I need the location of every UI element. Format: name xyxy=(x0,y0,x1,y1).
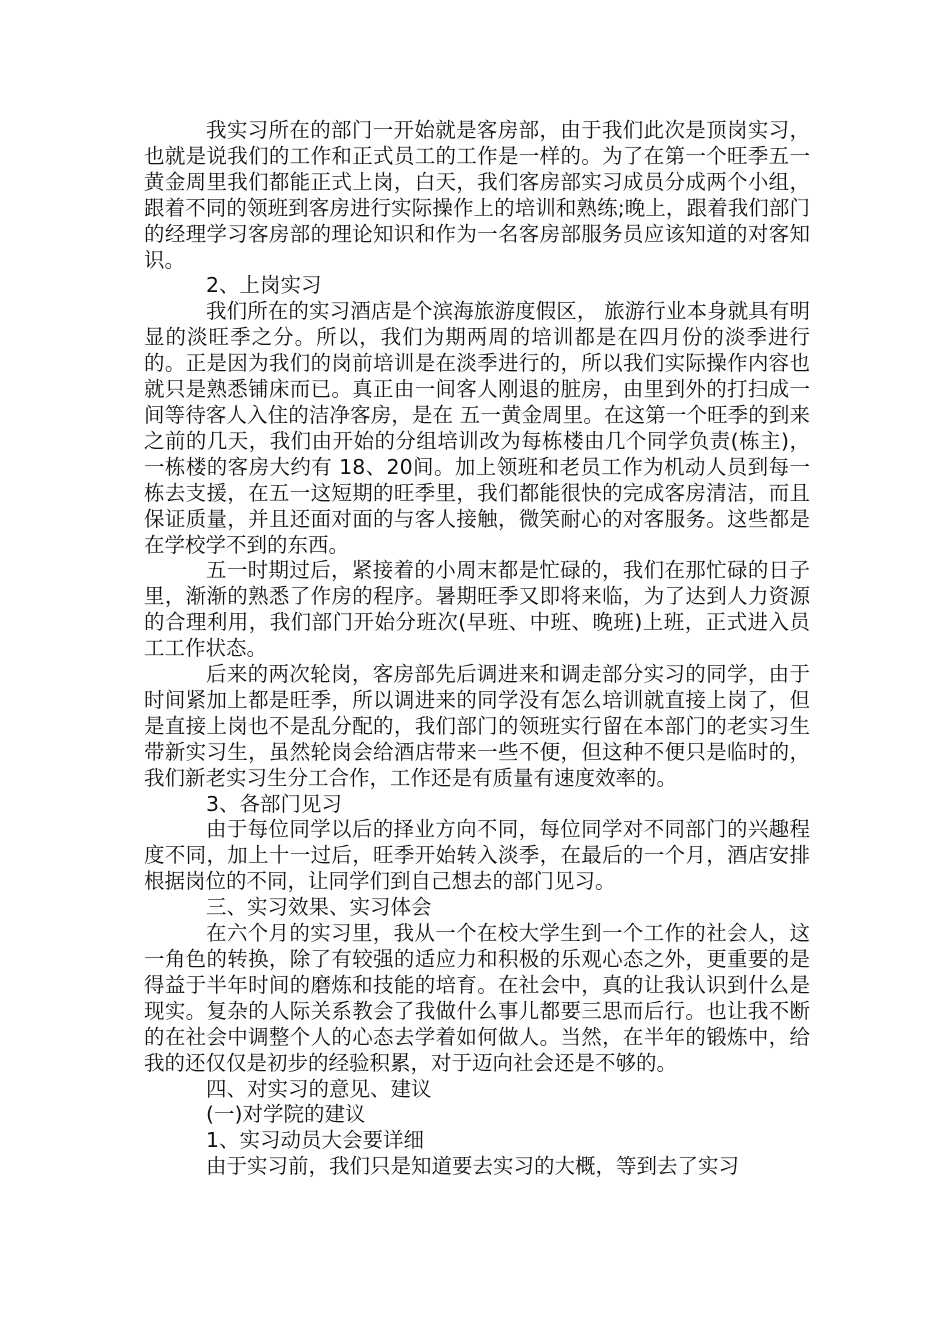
paragraph-before-internship: 由于实习前，我们只是知道要去实习的大概，等到去了实习 xyxy=(206,1154,739,1179)
paragraph-resort-seasons: 我们所在的实习酒店是个滨海旅游度假区， 旅游行业本身就具有明显的淡旺季之分。所以，我们为期两周的培训都是在四月份的淡季进行的。正是因为我们的岗前培训是在淡季进行的，所以我们实际操作内容也就只是熟悉铺床而已。真正由一间客人刚退的脏房，由里到外的打扫成一间等待客人入住的洁净客房，是在 五一黄金周里。在这第一个旺季的到来之前的几天，我们由开始的分组培训改为每栋楼由几个同学负责(栋主)，一栋楼的客房大约有 18、20间。加上领班和老员工作为机动人员到每一栋去支援，在五一这短期的旺季里，我们都能很快的完成客房清洁，而且保证质量，并且还面对面的与客人接触，微笑耐心的对客服务。这些都是在学校学不到的东西。 xyxy=(144,299,810,557)
heading-mobilization-meeting: 1、实习动员大会要详细 xyxy=(206,1128,425,1153)
heading-department-observation: 3、各部门见习 xyxy=(206,791,343,816)
paragraph-six-months: 在六个月的实习里，我从一个在校大学生到一个工作的社会人，这一角色的转换，除了有较强的适应力和积极的乐观心态之外，更重要的是得益于半年时间的磨炼和技能的培育。在社会中，真的让我认识到什么是现实。复杂的人际关系教会了我做什么事儿都要三思而后行。也让我不断的在社会中调整个人的心态去学着如何做人。当然，在半年的锻炼中，给我的还仅仅是初步的经验积累，对于迈向社会还是不够的。 xyxy=(144,921,810,1075)
paragraph-after-may-day: 五一时期过后，紧接着的小周末都是忙碌的，我们在那忙碌的日子里，渐渐的熟悉了作房的程序。暑期旺季又即将来临，为了达到人力资源的合理利用，我们部门开始分班次(早班、中班、晚班)上班，正式进入员工工作状态。 xyxy=(144,558,810,661)
heading-internship-results: 三、实习效果、实习体会 xyxy=(206,895,432,920)
document-page xyxy=(144,118,810,1180)
heading-suggestions: 四、对实习的意见、建议 xyxy=(206,1076,432,1101)
paragraph-rotation: 后来的两次轮岗，客房部先后调进来和调走部分实习的同学，由于时间紧加上都是旺季，所以调进来的同学没有怎么培训就直接上岗了，但是直接上岗也不是乱分配的，我们部门的领班实行留在本部门的老实习生带新实习生，虽然轮岗会给酒店带来一些不便，但这种不便只是临时的，我们新老实习生分工合作，工作还是有质量有速度效率的。 xyxy=(144,662,810,790)
heading-college-suggestions: (一)对学院的建议 xyxy=(206,1102,366,1127)
paragraph-career-direction: 由于每位同学以后的择业方向不同，每位同学对不同部门的兴趣程度不同，加上十一过后，旺季开始转入淡季，在最后的一个月，酒店安排根据岗位的不同，让同学们到自己想去的部门见习。 xyxy=(144,817,810,894)
paragraph-room-department: 我实习所在的部门一开始就是客房部，由于我们此次是顶岗实习，也就是说我们的工作和正式员工的工作是一样的。为了在第一个旺季五一黄金周里我们都能正式上岗，白天，我们客房部实习成员分成两个小组，跟着不同的领班到客房进行实际操作上的培训和熟练;晚上，跟着我们部门的经理学习客房部的理论知识和作为一名客房部服务员应该知道的对客知识。 xyxy=(144,118,810,272)
heading-on-duty-internship: 2、上岗实习 xyxy=(206,273,322,298)
